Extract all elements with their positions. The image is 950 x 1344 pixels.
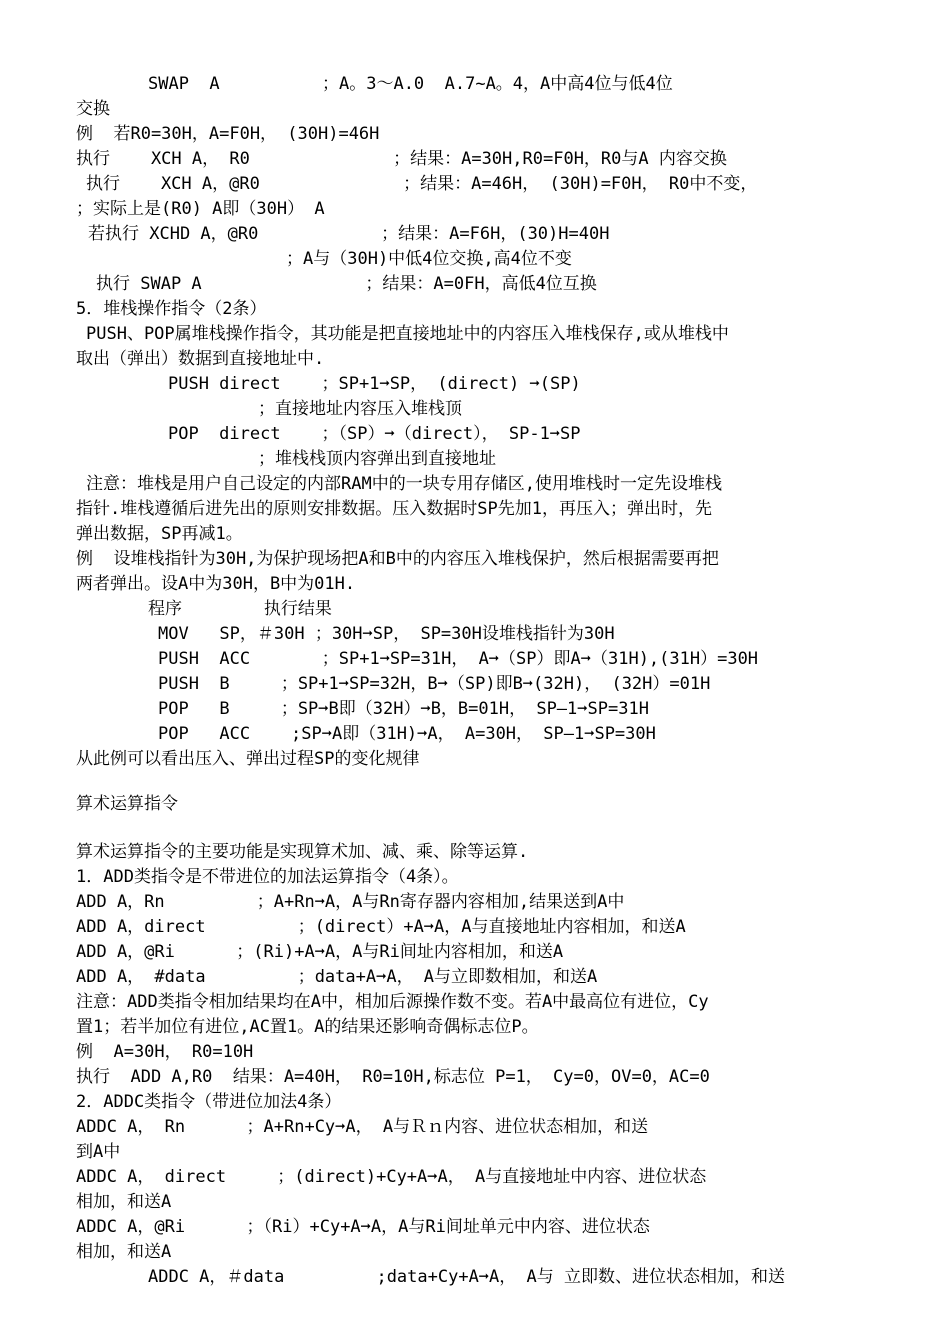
text-line: 例 设堆栈指针为30H,为保护现场把A和B中的内容压入堆栈保护，然后根据需要再把 (76, 549, 719, 569)
section-heading: 2．ADDC类指令（带进位加法4条） (76, 1092, 342, 1112)
text-line: SWAP A ；A。3～A.0 A.7~A。4，A中高4位与低4位 (148, 74, 673, 94)
text-line: 执行 ADD A,R0 结果：A=40H， R0=10H,标志位 P=1， Cy=0，OV=0，AC=0 (76, 1067, 710, 1087)
code-line: ADD A，@Ri ；(Ri)+A➞A，A与Ri间址内容相加，和送A (76, 942, 564, 962)
text-line: 两者弹出。设A中为30H，B中为01H. (76, 574, 356, 594)
table-header: 程序 执行结果 (148, 599, 332, 619)
code-line: ADDC A， Rn ；A+Rn+Cy➞A， A与Ｒｎ内容、进位状态相加，和送 (76, 1117, 649, 1137)
text-line: 相加，和送A (76, 1242, 172, 1262)
section-heading: 算术运算指令 (76, 794, 178, 814)
text-line: 注意：ADD类指令相加结果均在A中，相加后源操作数不变。若A中最高位有进位，Cy (76, 992, 709, 1012)
code-line: ADD A，direct ；(direct）+A➞A，A与直接地址内容相加，和送A (76, 917, 686, 937)
section-heading: 5．堆栈操作指令（2条） (76, 299, 267, 319)
text-line: 交换 (76, 99, 110, 119)
text-line: 从此例可以看出压入、弹出过程SP的变化规律 (76, 749, 420, 769)
text-line: 1．ADD类指令是不带进位的加法运算指令（4条）。 (76, 867, 459, 887)
text-line: 注意：堆栈是用户自己设定的内部RAM中的一块专用存储区,使用堆栈时一定先设堆栈 (86, 474, 722, 494)
code-line: POP B ；SP➞B即（32H）➞B，B=01H， SP—1➞SP=31H (158, 699, 649, 719)
text-line: 例 A=30H， R0=10H (76, 1042, 254, 1062)
text-line: 指针.堆栈遵循后进先出的原则安排数据。压入数据时SP先加1，再压入；弹出时，先 (76, 499, 712, 519)
text-line: 置1；若半加位有进位,AC置1。A的结果还影响奇偶标志位P。 (76, 1017, 539, 1037)
code-comment: ；直接地址内容压入堆栈顶 (258, 399, 462, 419)
text-line: 弹出数据，SP再减1。 (76, 524, 243, 544)
code-line: PUSH ACC ；SP+1➞SP=31H， A➞（SP）即A➞（31H),(31H）=30H (158, 649, 759, 669)
text-line: 例 若R0=30H，A=F0H， (30H)=46H (76, 124, 380, 144)
code-comment: ；堆栈栈顶内容弹出到直接地址 (258, 449, 496, 469)
text-line: 若执行 XCHD A，@R0 ；结果：A=F6H，(30)H=40H (88, 224, 610, 244)
code-line: ADDC A，＃data ;data+Cy+A➞A， A与 立即数、进位状态相加，和送 (148, 1267, 785, 1287)
text-line: PUSH、POP属堆栈操作指令，其功能是把直接地址中的内容压入堆栈保存,或从堆栈中 (86, 324, 729, 344)
text-line: 取出（弹出）数据到直接地址中. (76, 349, 325, 369)
code-line: PUSH B ；SP+1➞SP=32H，B➞（SP)即B➞(32H)， (32H）=01H (158, 674, 711, 694)
code-line: POP ACC ;SP➞A即（31H)➞A， A=30H， SP—1➞SP=30H (158, 724, 656, 744)
code-line: ADDC A， direct ；(direct)+Cy+A➞A， A与直接地址中内容、进位状态 (76, 1167, 707, 1187)
code-line: ADD A， #data ；data+A➞A， A与立即数相加，和送A (76, 967, 598, 987)
code-line: POP direct ；（SP）➞（direct）， SP-1➞SP (168, 424, 581, 444)
text-line: 算术运算指令的主要功能是实现算术加、减、乘、除等运算. (76, 842, 529, 862)
code-line: ADDC A，@Ri ；（Ri）+Cy+A➞A，A与Ri间址单元中内容、进位状态 (76, 1217, 650, 1237)
text-line: 执行 SWAP A ；结果：A=0FH，高低4位互换 (96, 274, 597, 294)
text-line: ；实际上是(R0) A即（30H） A (76, 199, 325, 219)
code-line: ADD A，Rn ；A+Rn➞A，A与Rn寄存器内容相加,结果送到A中 (76, 892, 625, 912)
text-line: ；A与（30H)中低4位交换,高4位不变 (286, 249, 572, 269)
text-line: 到A中 (76, 1142, 121, 1162)
text-line: 执行 XCH A，@R0 ；结果：A=46H， (30H)=F0H， R0中不变， (86, 174, 758, 194)
code-line: PUSH direct ；SP+1➞SP， (direct) ➞(SP) (168, 374, 581, 394)
text-line: 相加，和送A (76, 1192, 172, 1212)
text-line: 执行 XCH A， R0 ；结果：A=30H,R0=F0H，R0与A 内容交换 (76, 149, 727, 169)
code-line: MOV SP，＃30H ；30H➞SP， SP=30H设堆栈指针为30H (158, 624, 615, 644)
